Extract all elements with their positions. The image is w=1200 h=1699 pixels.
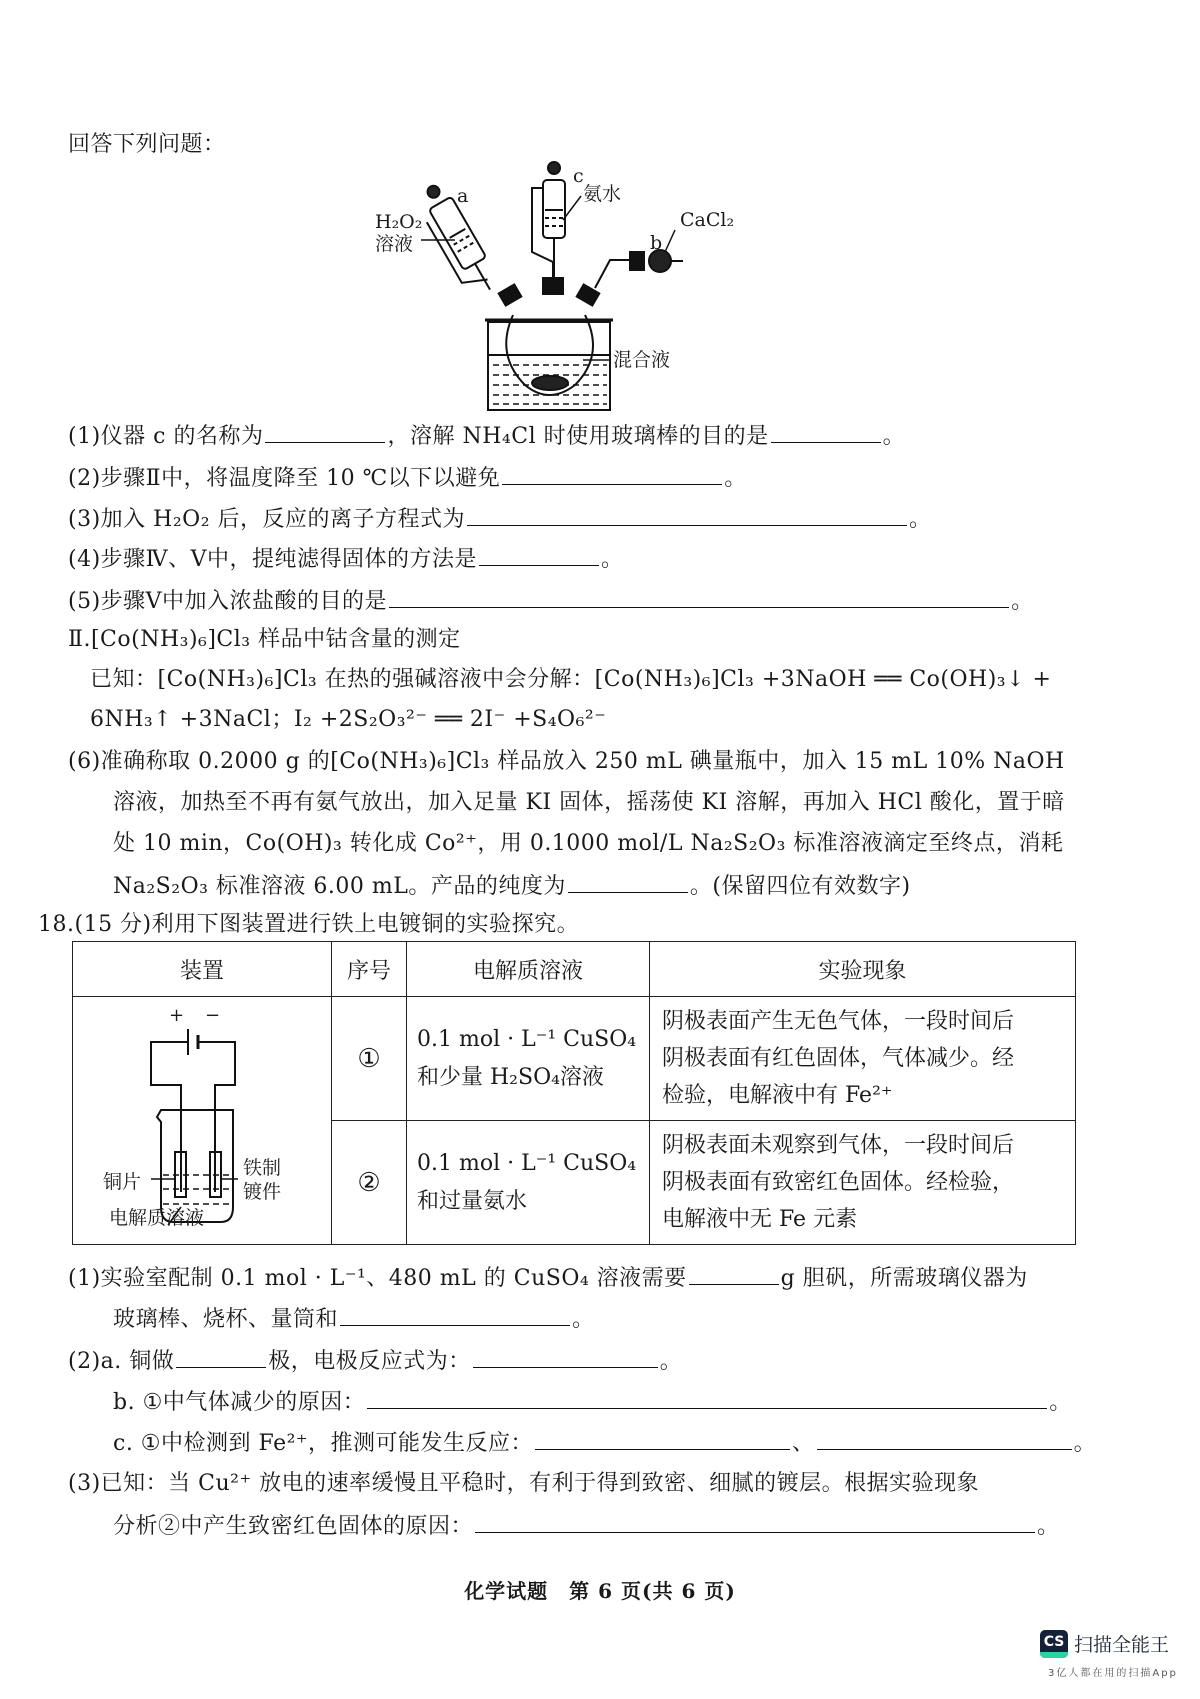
period: 。 [1037, 1514, 1060, 1539]
label-b: b [650, 232, 663, 254]
q17-question-3 [68, 503, 932, 535]
label-ammonia: 氨水 [583, 183, 622, 205]
camscanner-watermark [1040, 1628, 1200, 1688]
label-h2o2: H₂O₂ [375, 211, 423, 233]
solid [532, 376, 568, 390]
q18-2a-text-b: 极，电极反应式为： [268, 1349, 471, 1374]
q18-3-text: 分析②中产生致密红色固体的原因： [113, 1514, 474, 1539]
separator: 、 [792, 1431, 815, 1456]
answer-blank[interactable] [473, 1345, 658, 1368]
observation-line: 阴极表面未观察到气体，一段时间后 [662, 1133, 1015, 1158]
experiment-table [72, 941, 1076, 1245]
solution-line: 和少量 H₂SO₄溶液 [417, 1064, 604, 1090]
three-neck-flask-diagram [385, 160, 745, 415]
header-index: 序号 [332, 942, 407, 997]
period: 。 [909, 507, 932, 532]
observation-line: 阴极表面有红色固体，气体减少。经 [662, 1046, 1015, 1071]
observation-line: 检验，电解液中有 Fe²⁺ [662, 1083, 893, 1108]
q17-question-2 [68, 462, 747, 494]
q17-4-text: (4)步骤Ⅳ、Ⅴ中，提纯滤得固体的方法是 [68, 547, 478, 572]
q18-1-text-c: 玻璃棒、烧杯、量筒和 [113, 1307, 339, 1332]
label-electrolyte: 电解质溶液 [109, 1207, 205, 1229]
minus-sign: − [205, 1005, 221, 1026]
q17-6-text-b: 。(保留四位有效数字) [689, 874, 911, 899]
page-footer: 化学试题 第 6 页(共 6 页) [464, 1579, 736, 1603]
solution-line: 0.1 mol · L⁻¹ CuSO₄ [417, 1150, 637, 1176]
label-iron-part-2: 镀件 [243, 1181, 282, 1203]
period: 。 [1073, 1431, 1097, 1456]
camscanner-logo-icon: CS [1040, 1630, 1068, 1658]
solution-line: 0.1 mol · L⁻¹ CuSO₄ [417, 1026, 637, 1052]
table-header-row [73, 942, 1076, 997]
answer-blank[interactable] [176, 1345, 266, 1368]
answer-blank[interactable] [771, 420, 881, 443]
header-device: 装置 [73, 942, 332, 997]
q18-question-3-line-2 [113, 1510, 1060, 1542]
label-solution: 溶液 [375, 233, 414, 255]
watermark-tagline: 3亿人都在用的扫描App [1048, 1668, 1178, 1679]
known-equation-2: 6NH₃↑ +3NaCl；I₂ +2S₂O₃²⁻ ══ 2I⁻ +S₄O₆²⁻ [90, 707, 607, 732]
drying-tube-b [595, 230, 683, 288]
q18-2c-text: c. ①中检测到 Fe²⁺，推测可能发生反应： [113, 1431, 534, 1456]
q17-6-text-a: Na₂S₂O₃ 标准溶液 6.00 mL。产品的纯度为 [113, 874, 566, 899]
period: 。 [601, 547, 624, 572]
row-solution [407, 1121, 650, 1245]
answer-blank[interactable] [475, 1510, 1035, 1533]
q17-6-line-2: 溶液，加热至不再有氨气放出，加入足量 KI 固体，摇荡使 KI 溶解，再加入 HCl 酸化，置于暗 [113, 790, 1065, 815]
watermark-name: 扫描全能王 [1074, 1634, 1170, 1656]
label-copper-sheet: 铜片 [103, 1171, 142, 1193]
answer-blank[interactable] [467, 503, 907, 526]
q18-question-3-line-1: (3)已知：当 Cu²⁺ 放电的速率缓慢且平稳时，有利于得到致密、细腻的镀层。根据实验现象 [68, 1471, 980, 1496]
q17-question-4 [68, 543, 624, 575]
q18-question-2c [113, 1427, 1096, 1459]
plus-sign: + [169, 1005, 185, 1026]
answer-blank[interactable] [502, 462, 722, 485]
q17-5-text: (5)步骤Ⅴ中加入浓盐酸的目的是 [68, 589, 388, 614]
label-iron-part-1: 铁制 [243, 1157, 282, 1179]
period: 。 [659, 1349, 683, 1374]
q18-question-1-line-2 [113, 1303, 595, 1335]
solution-line: 和过量氨水 [417, 1188, 528, 1214]
answer-blank[interactable] [340, 1303, 570, 1326]
q17-6-line-1: (6)准确称取 0.2000 g 的[Co(NH₃)₆]Cl₃ 样品放入 250 mL 碘量瓶中，加入 15 mL 10% NaOH [68, 749, 1065, 774]
q17-question-1 [68, 420, 905, 452]
q18-1-text-b: g 胆矾，所需玻璃仪器为 [780, 1266, 1028, 1291]
row-index: ② [332, 1121, 407, 1245]
q18-title: 18.(15 分)利用下图装置进行铁上电镀铜的实验探究。 [38, 912, 580, 937]
q17-1-text-a: (1)仪器 c 的名称为 [68, 424, 264, 449]
observation-line: 阴极表面有致密红色固体。经检验， [662, 1170, 1015, 1195]
answer-blank[interactable] [479, 543, 599, 566]
known-equation-1: 已知：[Co(NH₃)₆]Cl₃ 在热的强碱溶液中会分解：[Co(NH₃)₆]Cl₃ +3NaOH ══ Co(OH)₃↓ + [90, 667, 1052, 692]
observation-line: 电解液中无 Fe 元素 [662, 1207, 858, 1232]
q18-question-2b [113, 1386, 1072, 1418]
header-observation: 实验现象 [650, 942, 1076, 997]
q18-question-1-line-1 [68, 1262, 1028, 1294]
intro-text: 回答下列问题： [68, 132, 226, 157]
row-solution [407, 997, 650, 1121]
observation-line: 阴极表面产生无色气体，一段时间后 [662, 1009, 1015, 1034]
q17-6-line-3: 处 10 min，Co(OH)₃ 转化成 Co²⁺，用 0.1000 mol/L Na₂S₂O₃ 标准溶液滴定至终点，消耗 [113, 831, 1064, 856]
label-mixture: 混合液 [613, 349, 671, 371]
answer-blank[interactable] [265, 420, 385, 443]
reaction-apparatus-figure [375, 160, 745, 415]
q18-1-text-a: (1)实验室配制 0.1 mol · L⁻¹、480 mL 的 CuSO₄ 溶液需要 [68, 1266, 687, 1291]
q17-question-5 [68, 585, 1034, 617]
q17-6-line-4 [113, 870, 911, 902]
period: 。 [1011, 589, 1034, 614]
label-c: c [573, 165, 584, 187]
header-solution: 电解质溶液 [407, 942, 650, 997]
answer-blank[interactable] [535, 1427, 790, 1450]
period: 。 [724, 466, 747, 491]
table-row [73, 997, 1076, 1121]
wire-right [198, 1042, 235, 1192]
period: 。 [572, 1307, 595, 1332]
row-observation [650, 997, 1076, 1121]
answer-blank[interactable] [689, 1262, 779, 1285]
answer-blank[interactable] [367, 1386, 1047, 1409]
answer-blank[interactable] [817, 1427, 1072, 1450]
label-cacl2: CaCl₂ [680, 209, 735, 231]
row-index: ① [332, 997, 407, 1121]
q18-2a-text-a: (2)a. 铜做 [68, 1349, 175, 1374]
answer-blank[interactable] [568, 870, 688, 893]
period: 。 [1049, 1390, 1072, 1415]
row-observation [650, 1121, 1076, 1245]
answer-blank[interactable] [389, 585, 1009, 608]
period: 。 [882, 424, 906, 449]
device-cell [73, 997, 332, 1245]
q17-1-text-b: ，溶解 NH₄Cl 时使用玻璃棒的目的是 [387, 424, 769, 449]
part-2-title: Ⅱ.[Co(NH₃)₆]Cl₃ 样品中钴含量的测定 [68, 627, 461, 652]
q18-2b-text: b. ①中气体减少的原因： [113, 1390, 366, 1415]
q17-3-text: (3)加入 H₂O₂ 后，反应的离子方程式为 [68, 507, 466, 532]
label-a: a [457, 185, 469, 207]
funnel-c [532, 162, 565, 280]
q18-question-2a [68, 1345, 682, 1377]
q17-2-text: (2)步骤Ⅱ中，将温度降至 10 ℃以下以避免 [68, 466, 501, 491]
